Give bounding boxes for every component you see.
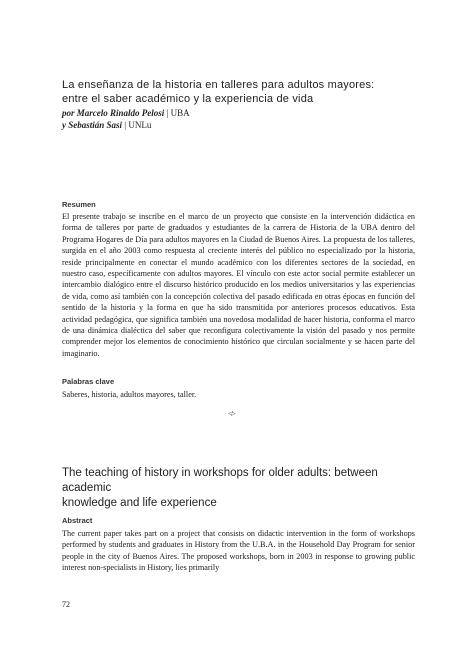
keywords-text: Saberes, historia, adultos mayores, taller. xyxy=(62,390,197,399)
abstract-heading: Abstract xyxy=(62,516,93,525)
page-number: 72 xyxy=(62,600,70,609)
article-title-english xyxy=(62,466,412,511)
author-2 xyxy=(62,119,402,131)
title-en-line-1: The teaching of history in workshops for older adults: between academic xyxy=(62,467,378,494)
title-es-line-1: La enseñanza de la historia en talleres para adultos mayores: xyxy=(62,79,375,91)
author-2-name: y Sebastián Sasi xyxy=(62,120,123,130)
author-1-prefix: por xyxy=(62,108,77,118)
author-2-affiliation: | UNLu xyxy=(122,120,152,130)
keywords-heading: Palabras clave xyxy=(62,377,115,386)
resumen-paragraph: El presente trabajo se inscribe en el marco de un proyecto que consiste en la intervención didáctica en forma de talleres por parte de graduados y estudiantes de la carrera de Historia de la UBA dentro del Programa Hogares de Día para adultos mayores en la Ciudad de Buenos Aires. La propuesta de los talleres, surgida en el año 2003 como respuesta al creciente interés del público no especializado por la historia, reside principalmente en conectar el mundo académico con los diferentes sectores de la sociedad, en nuestro caso, específicamente con adultos mayores. El vínculo con este actor social permite establecer un intercambio dialógico entre el discurso histórico producido en los medios universitarios y las experiencias de vida, como así también con la concepción colectiva del pasado edificada en otras épocas en función del sentido de la historia y la forma en que ha sido transmitida por anteriores procesos educativos. Esta actividad pedagógica, que significa también una novedosa modalidad de hacer historia, conforma el marco de una dinámica dialéctica del saber que reconfigura colectivamente la visión del pasado y nos permite comprender mejor los elementos de conocimiento histórico que circulan socialmente y se hacen parte del imaginario. xyxy=(62,212,415,358)
title-en-line-2: knowledge and life experience xyxy=(62,497,217,509)
article-title-spanish xyxy=(62,78,412,106)
authors-block xyxy=(62,107,402,131)
author-1-name: Marcelo Rinaldo Pelosi xyxy=(76,108,165,118)
title-es-line-2: entre el saber académico y la experiencia de vida xyxy=(62,93,314,105)
section-separator: </> xyxy=(228,410,235,418)
author-1 xyxy=(62,107,402,119)
resumen-heading: Resumen xyxy=(62,200,96,209)
abstract-paragraph: The current paper takes part on a project that consists on didactic intervention in the form of workshops performed by students and graduates in History from the U.B.A. in the Household Day Program for senior people in the city of Buenos Aires. The proposed workshops, born in 2003 in response to growing public interest non-specialists in History, lies primarily xyxy=(62,529,415,573)
author-1-affiliation: | UBA xyxy=(164,108,190,118)
